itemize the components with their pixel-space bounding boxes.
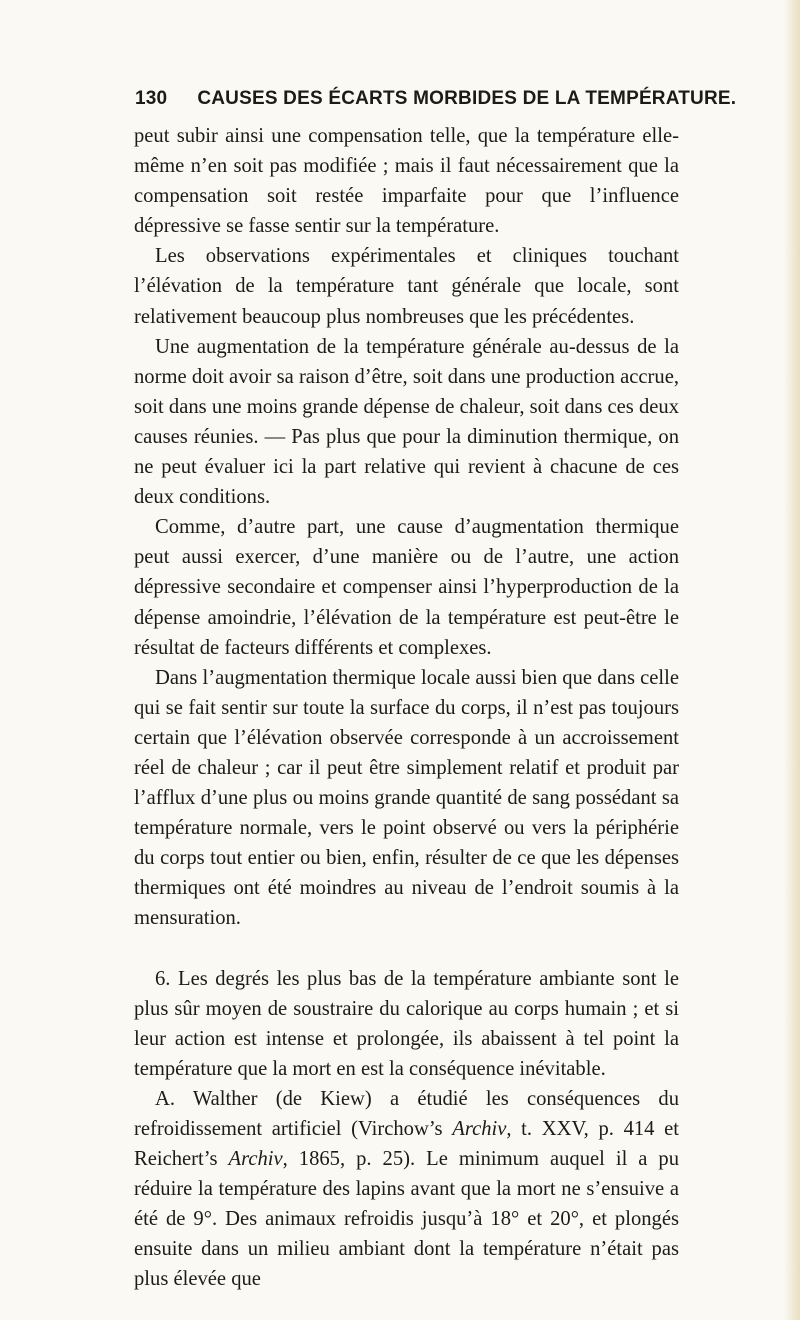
paragraph: Une augmentation de la température générale au-dessus de la norme doit avoir sa raison d’être, soit dans une production accrue, soit dans une moins grande dépense de chaleur, soit dans ces deux causes réunies. — Pas plus que pour la diminution thermique, on ne peut évaluer ici la part relative qui revient à chacune de ces deux conditions. [134, 335, 679, 509]
running-title: CAUSES DES ÉCARTS MORBIDES DE LA TEMPÉRATURE. [197, 88, 737, 109]
page-number: 130 [135, 88, 168, 109]
journal-title: Archiv [228, 1148, 283, 1171]
journal-title: Archiv [452, 1118, 507, 1140]
paragraph-text: , t. XXV, p. 414 et Reichert’s [134, 1118, 679, 1171]
paragraph-citation [134, 1084, 679, 1295]
paragraph: Les observations expérimentales et cliniques touchant l’élévation de la température tant générale que locale, sont relativement beaucoup plus nombreuses que les précédentes. [134, 245, 679, 328]
section-paragraph: 6. Les degrés les plus bas de la température ambiante sont le plus sûr moyen de soustraire du calorique au corps humain ; et si leur action est intense et prolongée, ils abaissent à tel point la température que la mort en est la conséquence inévitable. [134, 967, 679, 1080]
body-text [134, 121, 679, 1295]
paragraph: Comme, d’autre part, une cause d’augmentation thermique peut aussi exercer, d’une manière ou de l’autre, une action dépressive secondaire et compenser ainsi l’hyperproduction de la dépense amoindrie, l’élévation de la température est peut-être le résultat de facteurs différents et complexes. [134, 516, 679, 659]
paragraph-text: , 1865, p. 25). Le minimum auquel il a pu réduire la température des lapins avant que la mort ne s’ensuive a été de 9°. Des animaux refroidis jusqu’à 18° et 20°, et plongés ensuite dans un milieu ambiant dont la température n’était pas plus élevée que [134, 1148, 680, 1291]
paragraph: Dans l’augmentation thermique locale aussi bien que dans celle qui se fait sentir sur toute la surface du corps, il n’est pas toujours certain que l’élévation observée corresponde à un accroissement réel de chaleur ; car il peut être simplement relatif et produit par l’afflux d’une plus ou moins grande quantité de sang possédant sa température normale, vers le point observé ou vers la périphérie du corps tout entier ou bien, enfin, résulter de ce que les dépenses thermiques ont été moindres au niveau de l’endroit soumis à la mensuration. [134, 666, 679, 930]
paragraph-text: A. Walther (de Kiew) a étudié les conséquences du refroidissement artificiel (Virchow’s [134, 1087, 679, 1140]
page-edge-shading [784, 0, 800, 1320]
running-header [135, 88, 737, 110]
paragraph-continuation: peut subir ainsi une compensation telle, que la température elle-même n’en soit pas modifiée ; mais il faut nécessairement que la compensation soit restée imparfaite pour que l’influence dépressive se fasse sentir sur la température. [134, 125, 679, 238]
